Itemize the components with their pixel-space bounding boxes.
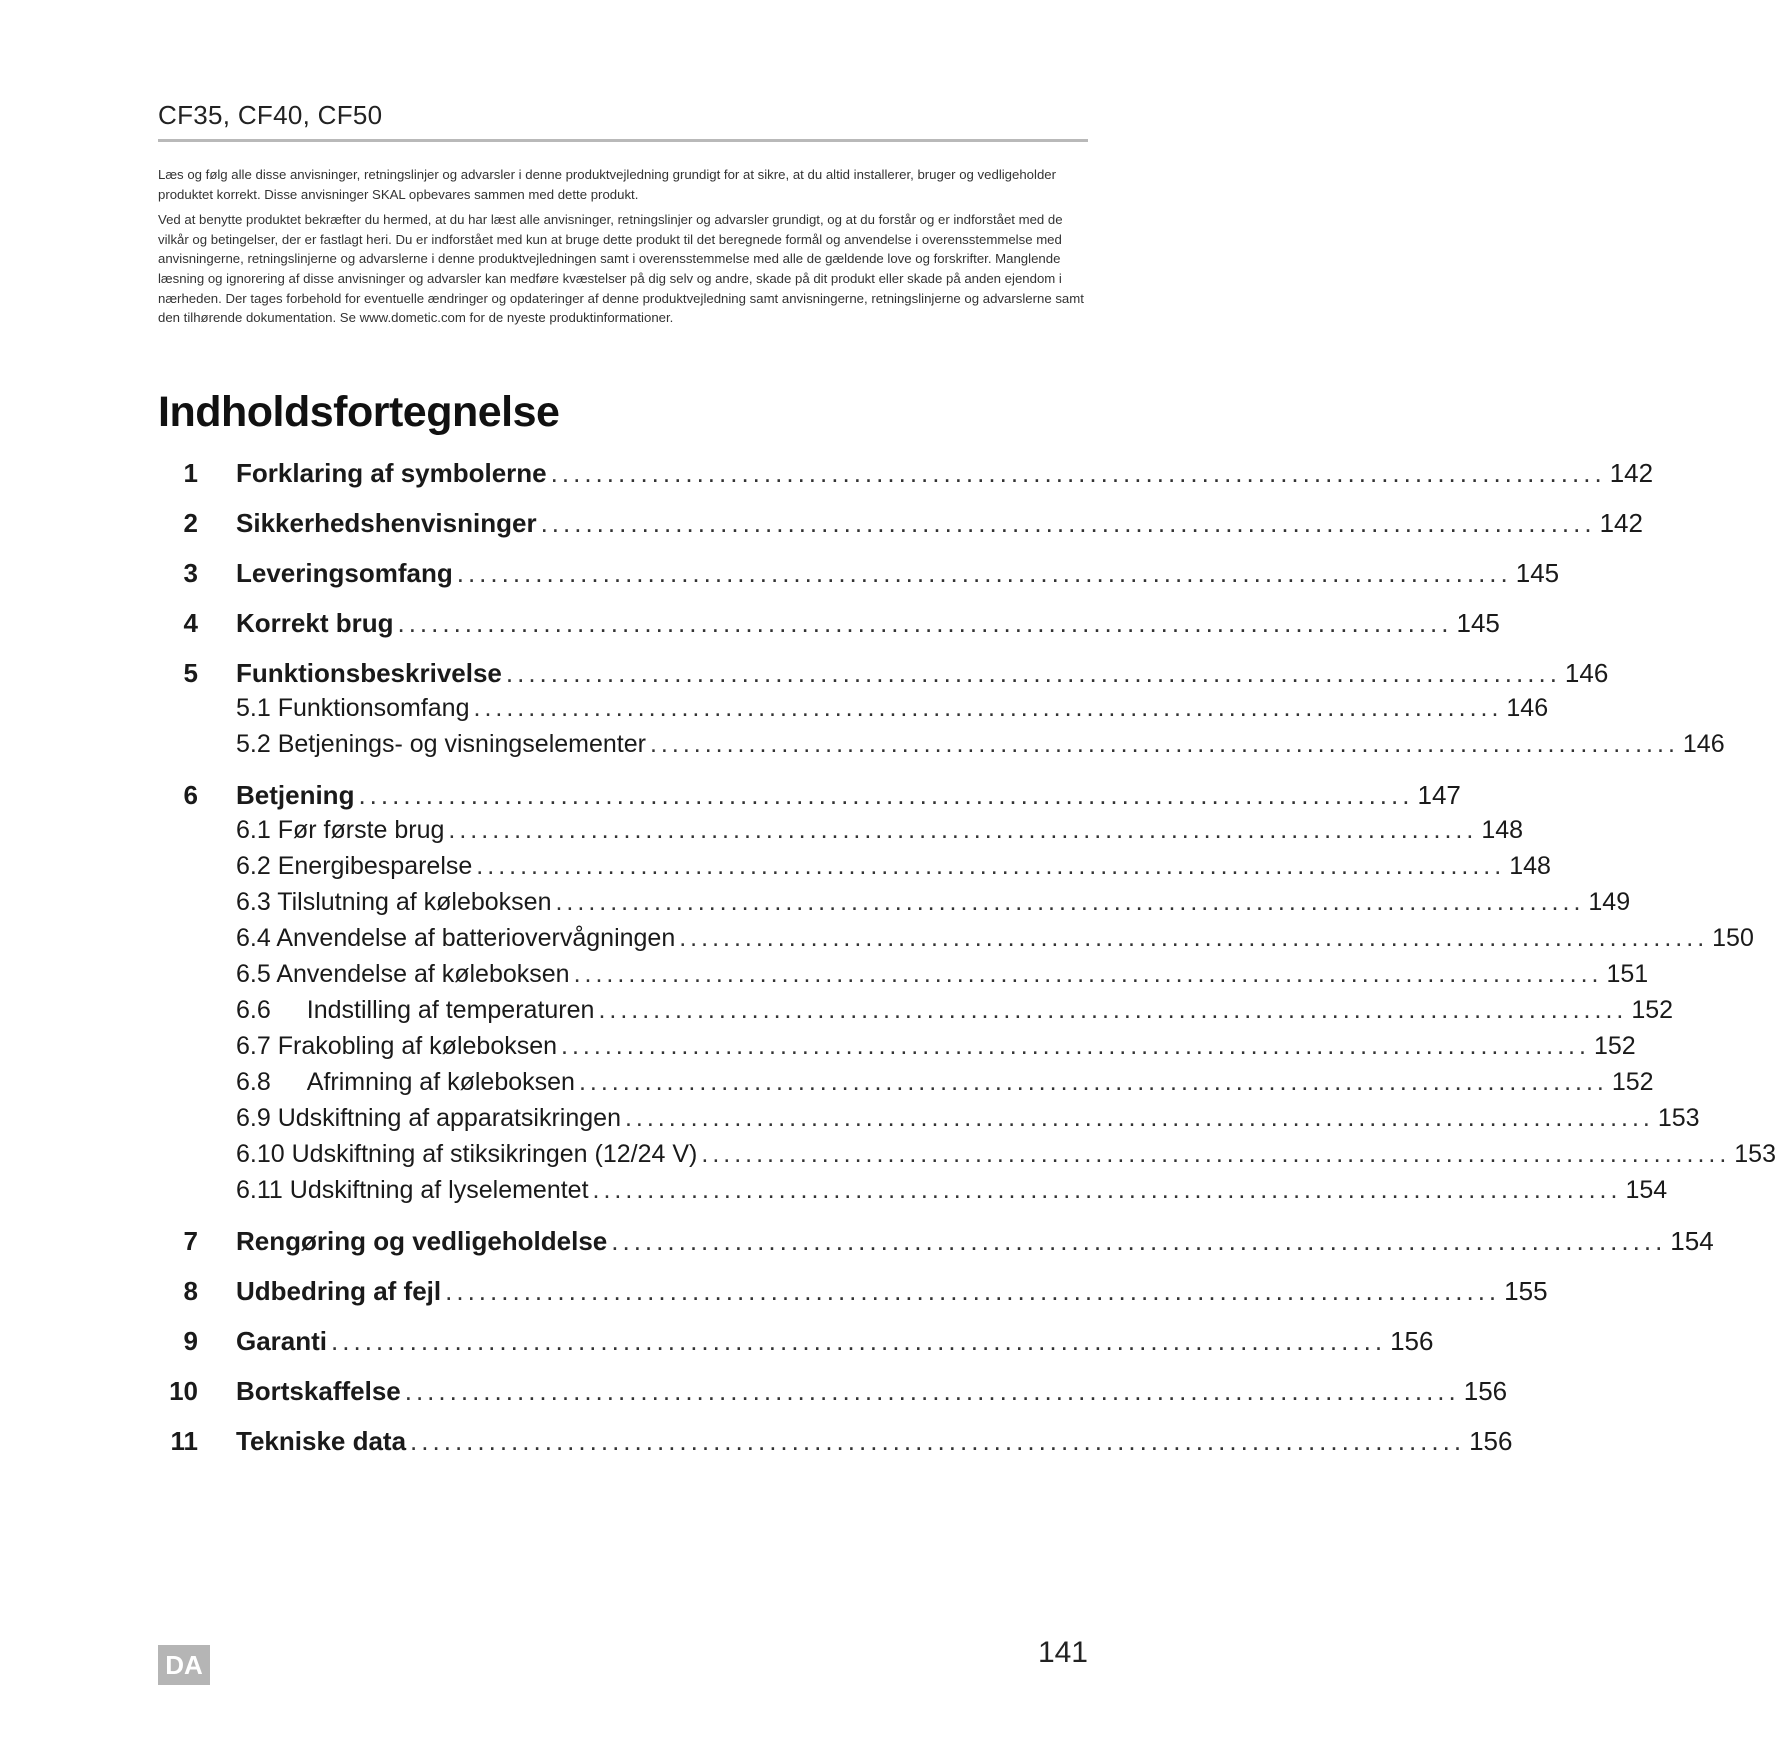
header-rule (158, 139, 1088, 142)
toc-subitem[interactable] (158, 694, 1549, 730)
toc-subitem-page: 148 (1481, 816, 1524, 844)
toc-subitem[interactable] (158, 1032, 1636, 1068)
toc-subitem-text: Indstilling af temperaturen (306, 996, 595, 1024)
dot-leader: .............................................................................................. (404, 1376, 1460, 1406)
toc-item-page: 142 (1609, 458, 1654, 488)
toc-subitem[interactable] (158, 960, 1649, 996)
toc-item-label: Tekniske data (236, 1426, 407, 1456)
language-badge: DA (158, 1645, 210, 1685)
toc-item[interactable] (158, 1426, 1513, 1462)
toc-subitem[interactable] (158, 1140, 1776, 1176)
dot-leader: .............................................................................................. (679, 924, 1709, 952)
toc-subitem-number: 6.8 (236, 1068, 271, 1096)
dot-leader: .............................................................................................. (473, 694, 1503, 722)
dot-leader: .............................................................................................. (456, 558, 1512, 588)
intro-text (158, 165, 1088, 334)
toc-item[interactable] (158, 780, 1461, 816)
dot-leader: .............................................................................................. (649, 730, 1679, 758)
toc-subitem[interactable] (158, 730, 1725, 766)
toc-subitem[interactable] (158, 816, 1524, 852)
dot-leader: .............................................................................................. (578, 1068, 1608, 1096)
toc-subitem-text: Betjenings- og visningselementer (277, 730, 646, 758)
toc-item-number: 3 (183, 558, 198, 588)
dot-leader: .............................................................................................. (592, 1176, 1622, 1204)
toc-item-page: 154 (1670, 1226, 1714, 1256)
toc-subitem-label (236, 852, 472, 881)
intro-paragraph-2: Ved at benytte produktet bekræfter du hermed, at du har læst alle anvisninger, retningslinjer og advarsler grundigt, og at du forstår og er indforstået med de vilkår og betingelser, der er fastlagt heri. Du er indforstået med kun at bruge dette produkt til det beregnede formål og anvendelse i overensstemmelse med anvisningerne, retningslinjerne og advarslerne i denne produktvejledningen samt i overensstemmelse med alle de gældende love og forskrifter. Manglende læsning og ignorering af disse anvisninger og advarsler kan medføre kvæstelser på dig selv og andre, skade på dit produkt eller skade på anden ejendom i nærheden. Der tages forbehold for eventuelle ændringer og opdateringer af denne produktvejledning samt anvisningerne, retningslinjerne og advarslerne samt den tilhørende dokumentation. Se www.dometic.com for de nyeste produktinformationer. (158, 212, 1084, 326)
toc-subitem-page: 149 (1588, 888, 1631, 916)
toc-subitem-page: 146 (1506, 694, 1549, 722)
toc-subitem[interactable] (158, 996, 1674, 1032)
toc-subitem-label (236, 924, 675, 953)
table-of-contents (158, 458, 1776, 1462)
toc-subitem-label (236, 888, 551, 917)
toc-subitem[interactable] (158, 924, 1754, 960)
toc-item-number: 1 (183, 458, 198, 488)
page-number: 141 (1037, 1636, 1088, 1669)
dot-leader: .............................................................................................. (624, 1104, 1654, 1132)
toc-item-label: Garanti (236, 1326, 328, 1356)
toc-item-label: Sikkerhedshenvisninger (236, 508, 537, 538)
toc-subitem[interactable] (158, 1068, 1654, 1104)
toc-subitem-page: 146 (1682, 730, 1725, 758)
toc-item-page: 146 (1564, 658, 1609, 688)
toc-subitem-number: 6.7 (236, 1032, 271, 1060)
toc-subitem-text: Udskiftning af apparatsikringen (277, 1104, 621, 1132)
toc-item-number: 4 (183, 608, 198, 638)
toc-item[interactable] (158, 1376, 1508, 1412)
toc-item-label: Funktionsbeskrivelse (236, 658, 502, 688)
toc-subitem-page: 152 (1631, 996, 1674, 1024)
toc-item[interactable] (158, 1326, 1434, 1362)
toc-item-label: Udbedring af fejl (236, 1276, 442, 1306)
toc-subitem-number: 6.10 (236, 1140, 285, 1168)
toc-title: Indholdsfortegnelse (158, 388, 560, 436)
toc-subitem-text: Før første brug (277, 816, 445, 844)
toc-item[interactable] (158, 508, 1643, 544)
toc-subitem[interactable] (158, 1176, 1668, 1212)
toc-subitem-page: 151 (1606, 960, 1649, 988)
toc-item-page: 142 (1599, 508, 1643, 538)
toc-subitem-number: 6.2 (236, 852, 271, 880)
toc-subitem[interactable] (158, 852, 1551, 888)
toc-subitem-text: Anvendelse af batteriovervågningen (276, 924, 676, 952)
toc-subitem-label (236, 1104, 621, 1133)
toc-subitem-label (236, 816, 444, 845)
page-header (158, 100, 1088, 142)
toc-subitem-text: Frakobling af køleboksen (277, 1032, 558, 1060)
toc-item[interactable] (158, 558, 1560, 594)
dot-leader: .............................................................................................. (445, 1276, 1501, 1306)
toc-item-number: 7 (183, 1226, 198, 1256)
toc-subitem-text: Udskiftning af lyselementet (289, 1176, 589, 1204)
intro-paragraph-1: Læs og følg alle disse anvisninger, retningslinjer og advarsler i denne produktvejledning grundigt for at sikre, at du altid installerer, bruger og vedligeholder produktet korrekt. Disse anvisninger SKAL opbevares sammen med dette produkt. (158, 167, 1057, 202)
dot-leader: .............................................................................................. (561, 1032, 1590, 1060)
dot-leader: .............................................................................................. (505, 658, 1561, 688)
dot-leader: .............................................................................................. (358, 780, 1414, 810)
toc-item-page: 145 (1515, 558, 1560, 588)
toc-subitem-page: 153 (1657, 1104, 1700, 1132)
toc-item-number: 9 (183, 1326, 198, 1356)
toc-subitem-number: 6.5 (236, 960, 271, 988)
dot-leader: .............................................................................................. (598, 996, 1628, 1024)
dot-leader: .............................................................................................. (331, 1326, 1387, 1356)
toc-item-page: 156 (1469, 1426, 1513, 1456)
toc-item-label: Rengøring og vedligeholdelse (236, 1226, 608, 1256)
toc-item-number: 2 (183, 508, 198, 538)
toc-item-number: 10 (169, 1376, 198, 1406)
toc-subitem-page: 150 (1712, 924, 1754, 952)
toc-subitem-label (236, 960, 570, 989)
toc-subitem-label (236, 1176, 589, 1205)
toc-item-number: 8 (183, 1276, 198, 1306)
toc-subitem-page: 152 (1593, 1032, 1636, 1060)
dot-leader: .............................................................................................. (701, 1140, 1731, 1168)
toc-subitem-page: 154 (1625, 1176, 1668, 1204)
toc-subitem-number: 6.6 (236, 996, 271, 1024)
toc-item[interactable] (158, 1276, 1548, 1312)
toc-subitem-text: Udskiftning af stiksikringen (12/24 V) (291, 1140, 698, 1168)
toc-item-number: 11 (170, 1426, 198, 1456)
toc-subitem-text: Anvendelse af køleboksen (276, 960, 570, 988)
toc-subitem[interactable] (158, 1104, 1700, 1140)
toc-item-label: Leveringsomfang (236, 558, 453, 588)
toc-subitem-number: 6.11 (236, 1176, 283, 1204)
toc-subitem-label (236, 1140, 697, 1169)
dot-leader: .............................................................................................. (476, 852, 1506, 880)
toc-subitem-label (236, 1032, 557, 1061)
dot-leader: .............................................................................................. (555, 888, 1585, 916)
toc-item-page: 145 (1456, 608, 1500, 638)
toc-item[interactable] (158, 458, 1654, 494)
header-title: CF35, CF40, CF50 (158, 100, 383, 130)
toc-item-label: Forklaring af symbolerne (236, 458, 547, 488)
toc-subitem-number: 6.9 (236, 1104, 271, 1132)
dot-leader: .............................................................................................. (573, 960, 1603, 988)
toc-subitem-label (236, 694, 470, 723)
dot-leader: .............................................................................................. (550, 458, 1606, 488)
toc-subitem-number: 6.4 (236, 924, 271, 952)
toc-subitem-label (236, 730, 646, 759)
toc-item[interactable] (158, 608, 1500, 644)
dot-leader: .............................................................................................. (540, 508, 1596, 538)
toc-item-page: 155 (1504, 1276, 1548, 1306)
toc-item-page: 147 (1417, 780, 1461, 810)
toc-item-page: 156 (1390, 1326, 1434, 1356)
toc-item-label: Korrekt brug (236, 608, 394, 638)
toc-subitem-text: Funktionsomfang (277, 694, 470, 722)
toc-subitem-number: 6.3 (236, 888, 271, 916)
toc-subitem-text: Tilslutning af køleboksen (277, 888, 552, 916)
toc-item-number: 6 (183, 780, 198, 810)
toc-subitem-page: 148 (1509, 852, 1551, 880)
toc-subitem-text: Energibesparelse (277, 852, 473, 880)
dot-leader: .............................................................................................. (611, 1226, 1667, 1256)
dot-leader: .............................................................................................. (448, 816, 1478, 844)
toc-subitem-number: 6.1 (236, 816, 271, 844)
toc-item-number: 5 (183, 658, 198, 688)
toc-item[interactable] (158, 1226, 1714, 1262)
toc-item-label: Bortskaffelse (236, 1376, 401, 1406)
toc-item-label: Betjening (236, 780, 355, 810)
toc-item[interactable] (158, 658, 1609, 694)
dot-leader: .............................................................................................. (397, 608, 1453, 638)
toc-subitem-text: Afrimning af køleboksen (306, 1068, 575, 1096)
toc-subitem-number: 5.2 (236, 730, 271, 758)
toc-subitem-label (236, 996, 594, 1025)
toc-subitem-page: 152 (1611, 1068, 1654, 1096)
toc-subitem-number: 5.1 (236, 694, 271, 722)
toc-subitem-label (236, 1068, 575, 1097)
dot-leader: .............................................................................................. (410, 1426, 1466, 1456)
toc-subitem-page: 153 (1734, 1140, 1776, 1168)
toc-item-page: 156 (1463, 1376, 1508, 1406)
toc-subitem[interactable] (158, 888, 1631, 924)
